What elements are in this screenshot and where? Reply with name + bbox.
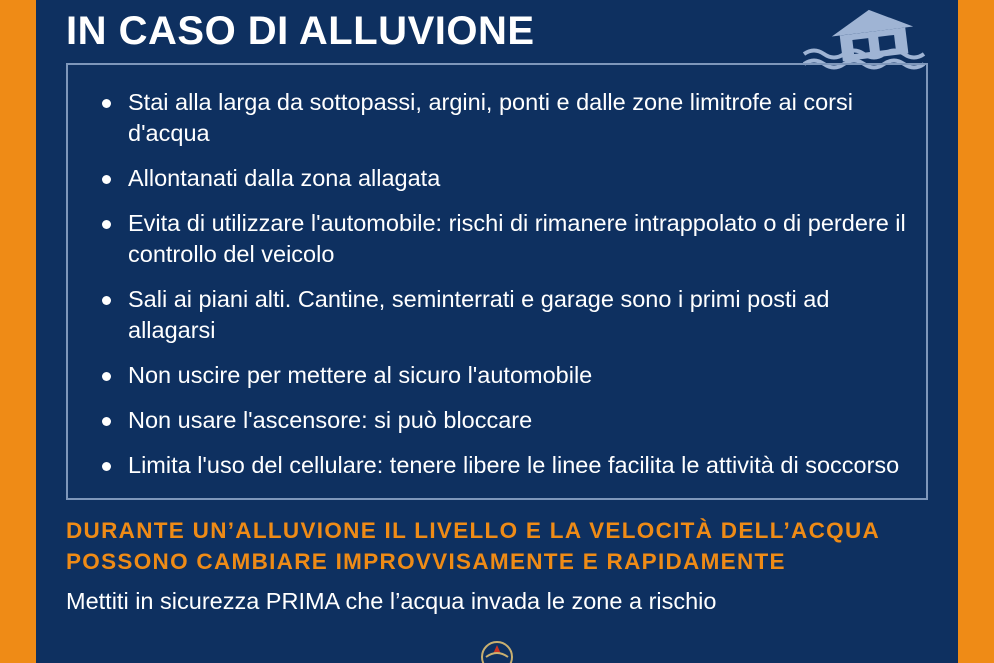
list-item	[86, 163, 908, 194]
highlight-text: DURANTE UN’ALLUVIONE IL LIVELLO E LA VELOCITÀ DELL’ACQUA POSSONO CAMBIARE IMPROVVISAMENTE E RAPIDAMENTE	[66, 518, 880, 574]
tip-text: Evita di utilizzare l'automobile: rischi di rimanere intrappolato o di perdere il controllo del veicolo	[128, 210, 906, 267]
list-item	[86, 360, 908, 391]
list-item	[86, 87, 908, 149]
bullet-icon	[102, 220, 111, 229]
bullet-icon	[102, 462, 111, 471]
bullet-icon	[102, 99, 111, 108]
list-item	[86, 450, 908, 481]
bullet-icon	[102, 175, 111, 184]
tip-text: Non usare l'ascensore: si può bloccare	[128, 407, 533, 433]
tip-text: Non uscire per mettere al sicuro l'automobile	[128, 362, 593, 388]
flooded-house-icon	[802, 2, 936, 72]
tips-list	[68, 65, 926, 481]
bullet-icon	[102, 296, 111, 305]
tip-text: Allontanati dalla zona allagata	[128, 165, 441, 191]
subline-text: Mettiti in sicurezza PRIMA che l’acqua invada le zone a rischio	[66, 588, 717, 614]
tip-text: Sali ai piani alti. Cantine, seminterrati e garage sono i primi posti ad allagarsi	[128, 286, 830, 343]
list-item	[86, 405, 908, 436]
bullet-icon	[102, 417, 111, 426]
poster-panel	[36, 0, 958, 663]
page-title: IN CASO DI ALLUVIONE	[66, 9, 535, 53]
bullet-icon	[102, 372, 111, 381]
civil-protection-logo	[462, 631, 532, 663]
tip-text: Stai alla larga da sottopassi, argini, ponti e dalle zone limitrofe ai corsi d'acqua	[128, 89, 853, 146]
tip-text: Limita l'uso del cellulare: tenere libere le linee facilita le attività di soccorso	[128, 452, 900, 478]
list-item	[86, 208, 908, 270]
tips-box	[66, 63, 928, 500]
list-item	[86, 284, 908, 346]
